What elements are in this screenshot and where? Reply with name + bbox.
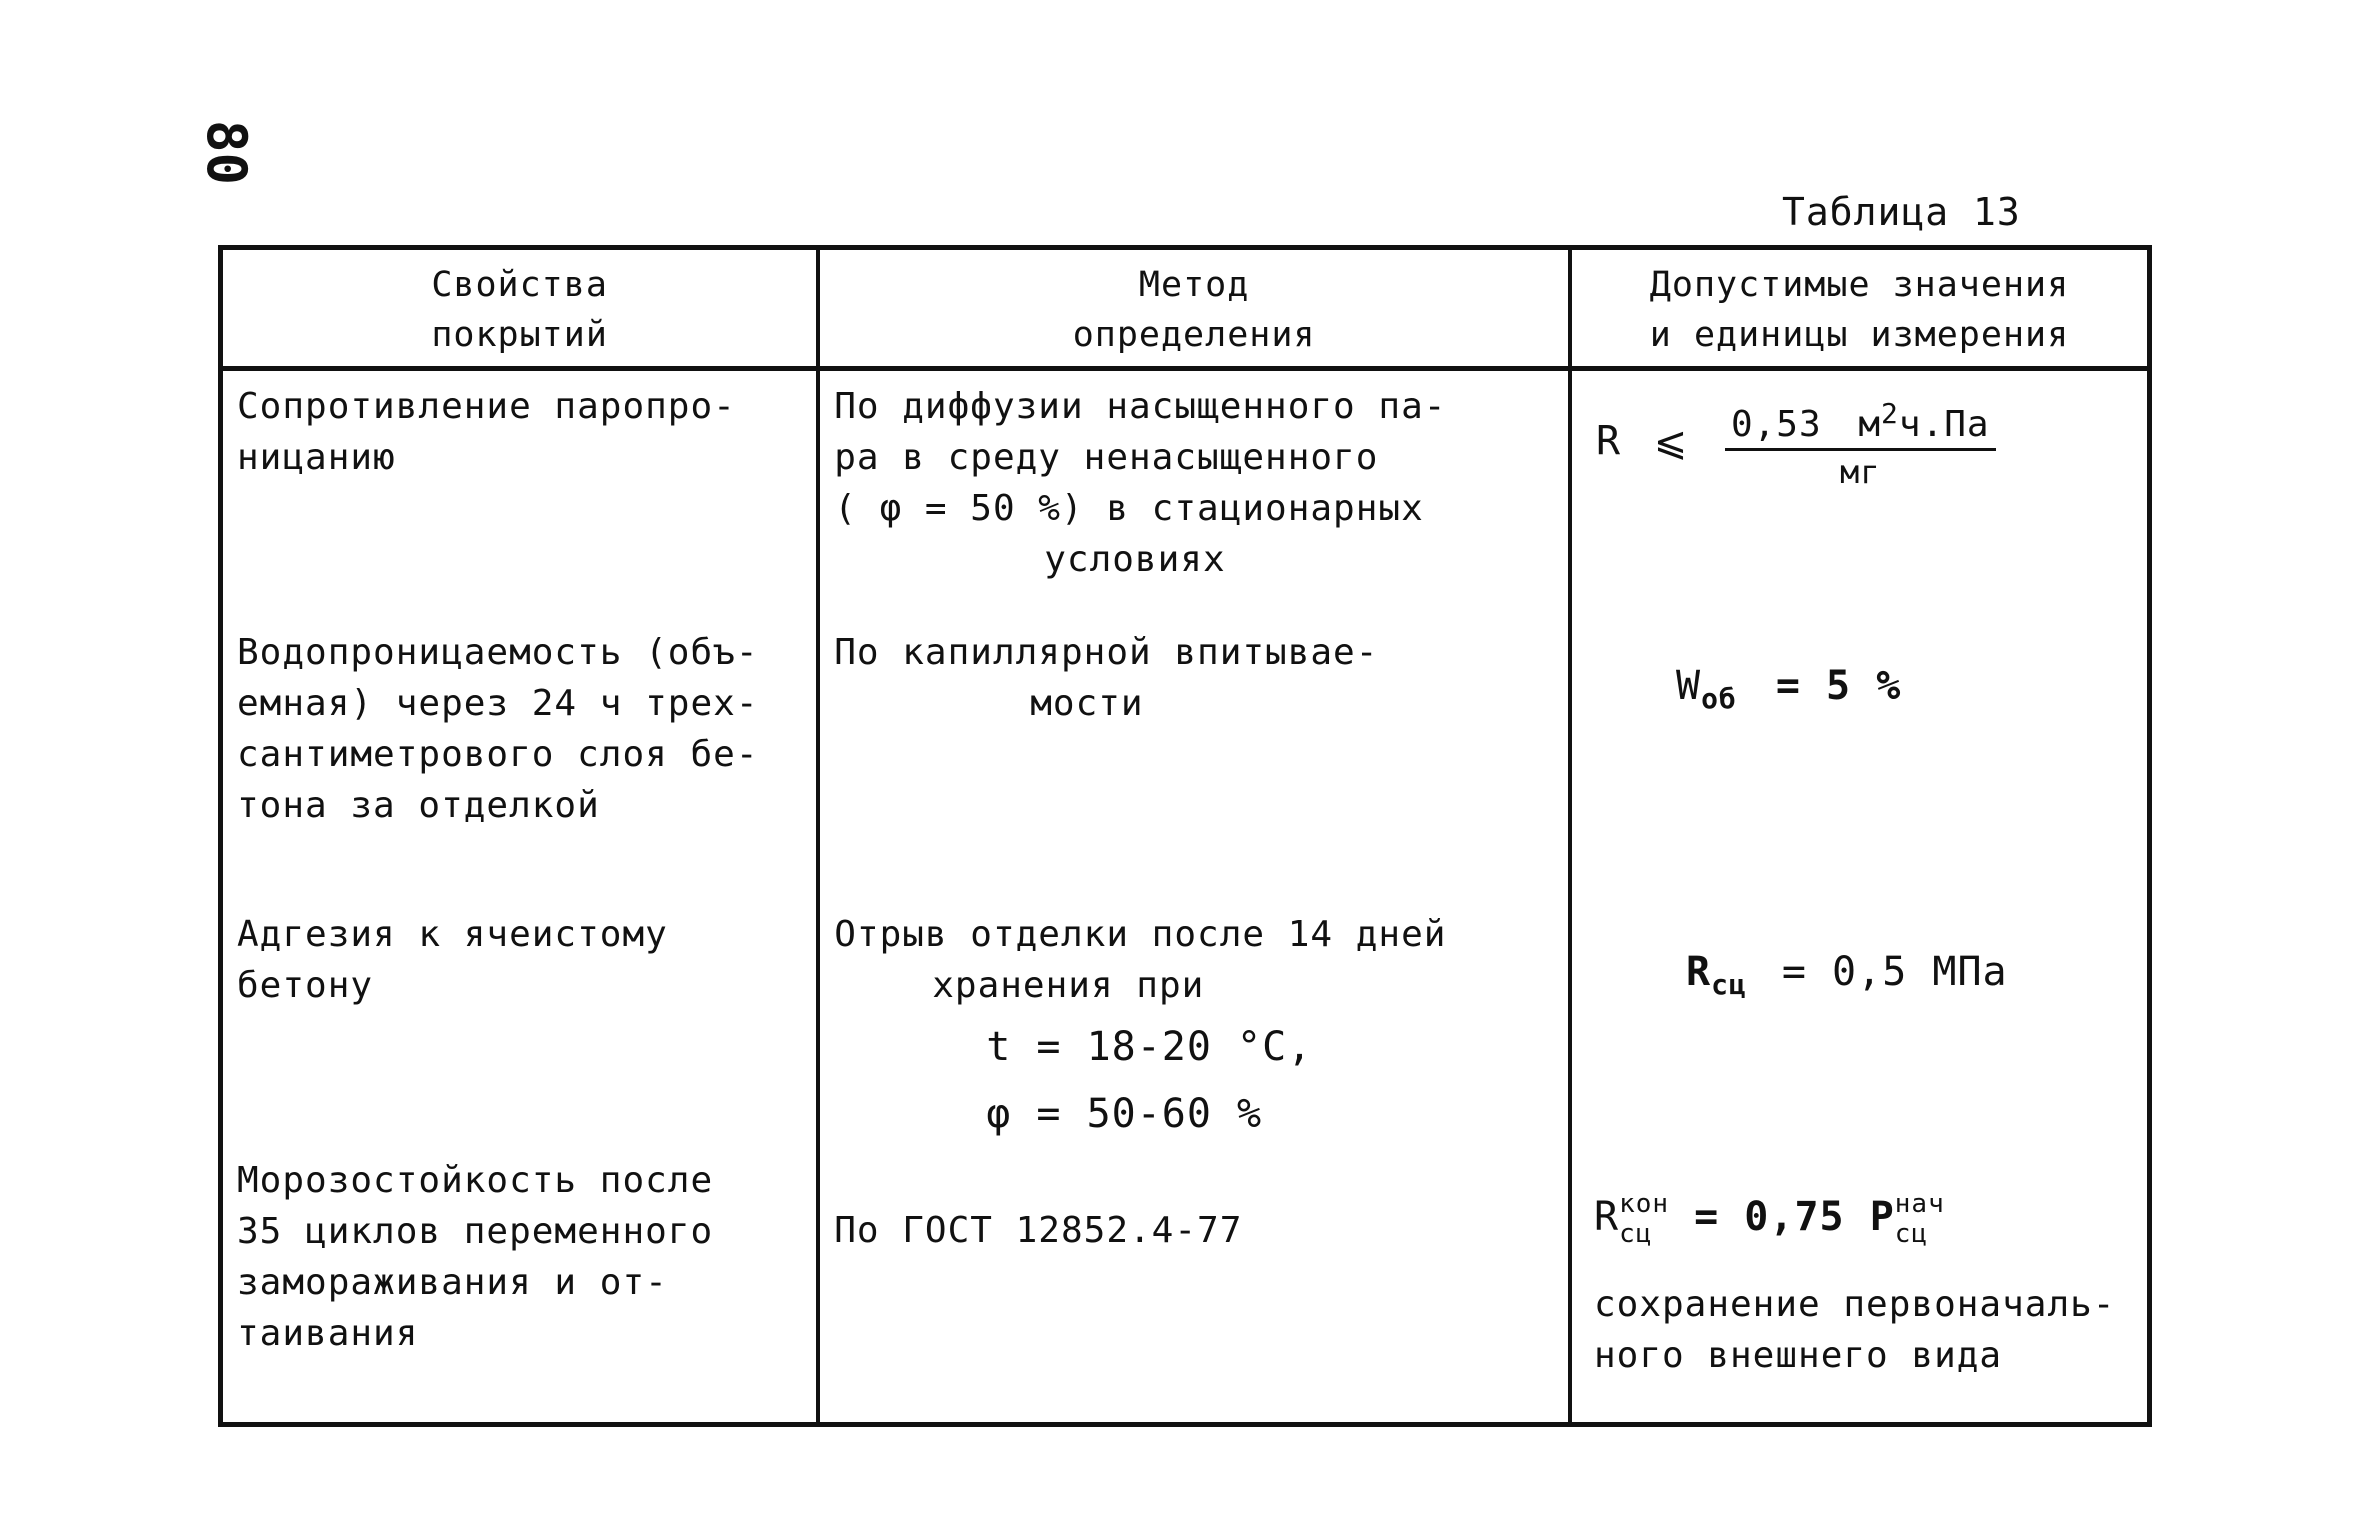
- cell-text: мости: [1030, 683, 1144, 724]
- header-properties: [221, 248, 819, 369]
- value-cell: [1570, 617, 2150, 877]
- value-cell: [1570, 369, 2150, 618]
- property-cell: [221, 617, 819, 877]
- property-text-block: [237, 887, 806, 1011]
- formula-symbol: R: [1595, 418, 1622, 465]
- cell-text: φ = 50-60 %: [986, 1091, 1263, 1137]
- cell-text: тона за отделкой: [237, 785, 600, 826]
- cell-text: По ГОСТ 12852.4-77: [834, 1210, 1243, 1251]
- formula-fraction: [1725, 391, 1996, 493]
- fraction-numerator: [1725, 391, 1996, 451]
- formula-superscript: нач: [1894, 1189, 1945, 1219]
- method-cell: [818, 877, 1570, 1145]
- property-cell: [221, 1145, 819, 1425]
- table-row: [221, 617, 2150, 877]
- formula-value: = 0,75 P: [1694, 1194, 1895, 1240]
- formula-symbol: R: [1685, 949, 1712, 995]
- formula-symbol: W: [1675, 663, 1702, 709]
- numerator-value: 0,53: [1730, 404, 1822, 445]
- header-text: покрытий: [431, 315, 608, 355]
- cell-text: По капиллярной впитывае-: [834, 632, 1379, 673]
- numerator-unit-rest: ч.Па: [1898, 404, 1990, 445]
- header-method: [818, 248, 1570, 369]
- value-cell: [1570, 877, 2150, 1145]
- table-row: [221, 369, 2150, 618]
- cell-text: Отрыв отделки после 14 дней: [834, 914, 1447, 955]
- method-text-block: [834, 887, 1558, 1145]
- header-text: Метод: [1138, 265, 1250, 305]
- cell-text: ного внешнего вида: [1593, 1335, 2003, 1376]
- cell-text: условиях: [1044, 539, 1226, 580]
- cell-text: t = 18-20 °С,: [986, 1024, 1313, 1070]
- numerator-unit: м: [1858, 404, 1882, 445]
- formula-water-permeability: [1586, 627, 2137, 724]
- header-text: определения: [1072, 315, 1316, 355]
- cell-text: ра в среду ненасыщенного: [834, 437, 1379, 478]
- cell-text: замораживания и от-: [237, 1262, 668, 1303]
- formula-symbol: R: [1593, 1194, 1620, 1240]
- formula-subscript: об: [1701, 682, 1737, 715]
- cell-text: таивания: [237, 1313, 419, 1354]
- formula-subscript: сц: [1894, 1219, 1929, 1249]
- method-text-block: [834, 1155, 1558, 1256]
- method-cell: [818, 1145, 1570, 1425]
- cell-text: 35 циклов переменного: [237, 1211, 714, 1252]
- cell-text: ницанию: [237, 437, 396, 478]
- formula-sign: ⩽: [1653, 418, 1689, 465]
- formula-scripts: [1619, 1189, 1669, 1249]
- formula-value: = 5 %: [1775, 663, 1902, 709]
- cell-text: сантиметрового слоя бе-: [237, 734, 759, 775]
- formula-superscript: кон: [1619, 1189, 1670, 1219]
- formula-frost-resistance: [1594, 1155, 2137, 1249]
- header-text: и единицы измерения: [1649, 315, 2070, 355]
- page-number: 80: [195, 120, 258, 186]
- formula-scripts: [1895, 1189, 1945, 1249]
- cell-text: Морозостойкость после: [237, 1160, 714, 1201]
- formula-subscript: сц: [1619, 1219, 1653, 1249]
- header-text: Свойства: [431, 265, 608, 305]
- cell-text: По диффузии насыщенного па-: [834, 386, 1447, 427]
- method-cell: [818, 369, 1570, 618]
- fraction-denominator: мг: [1840, 453, 1881, 491]
- table-header-row: [221, 248, 2150, 369]
- frost-note: [1594, 1249, 2137, 1381]
- cell-text: ( φ = 50 %) в стационарных: [834, 488, 1424, 529]
- cell-text: Адгезия к ячеистому: [237, 914, 668, 955]
- table-row: [221, 1145, 2150, 1425]
- method-cell: [818, 617, 1570, 877]
- formula-value: = 0,5 МПа: [1781, 949, 2008, 995]
- property-cell: [221, 369, 819, 618]
- cell-text: Водопроницаемость (объ-: [237, 632, 759, 673]
- table-row: [221, 877, 2150, 1145]
- formula-vapor-resistance: [1586, 381, 2137, 493]
- formula-adhesion: [1586, 887, 2137, 1010]
- header-text: Допустимые значения: [1649, 265, 2070, 305]
- table-caption: Таблица 13: [1782, 190, 2021, 234]
- cell-text: хранения при: [932, 965, 1205, 1006]
- formula-subscript: сц: [1711, 968, 1747, 1001]
- numerator-exponent: 2: [1881, 397, 1899, 430]
- cell-text: сохранение первоначаль-: [1593, 1284, 2116, 1325]
- cell-text: емная) через 24 ч трех-: [237, 683, 759, 724]
- cell-text: бетону: [237, 965, 374, 1006]
- value-cell: [1570, 1145, 2150, 1425]
- cell-text: Сопротивление паропро-: [237, 386, 736, 427]
- header-values: [1570, 248, 2150, 369]
- properties-table: [218, 245, 2152, 1427]
- property-cell: [221, 877, 819, 1145]
